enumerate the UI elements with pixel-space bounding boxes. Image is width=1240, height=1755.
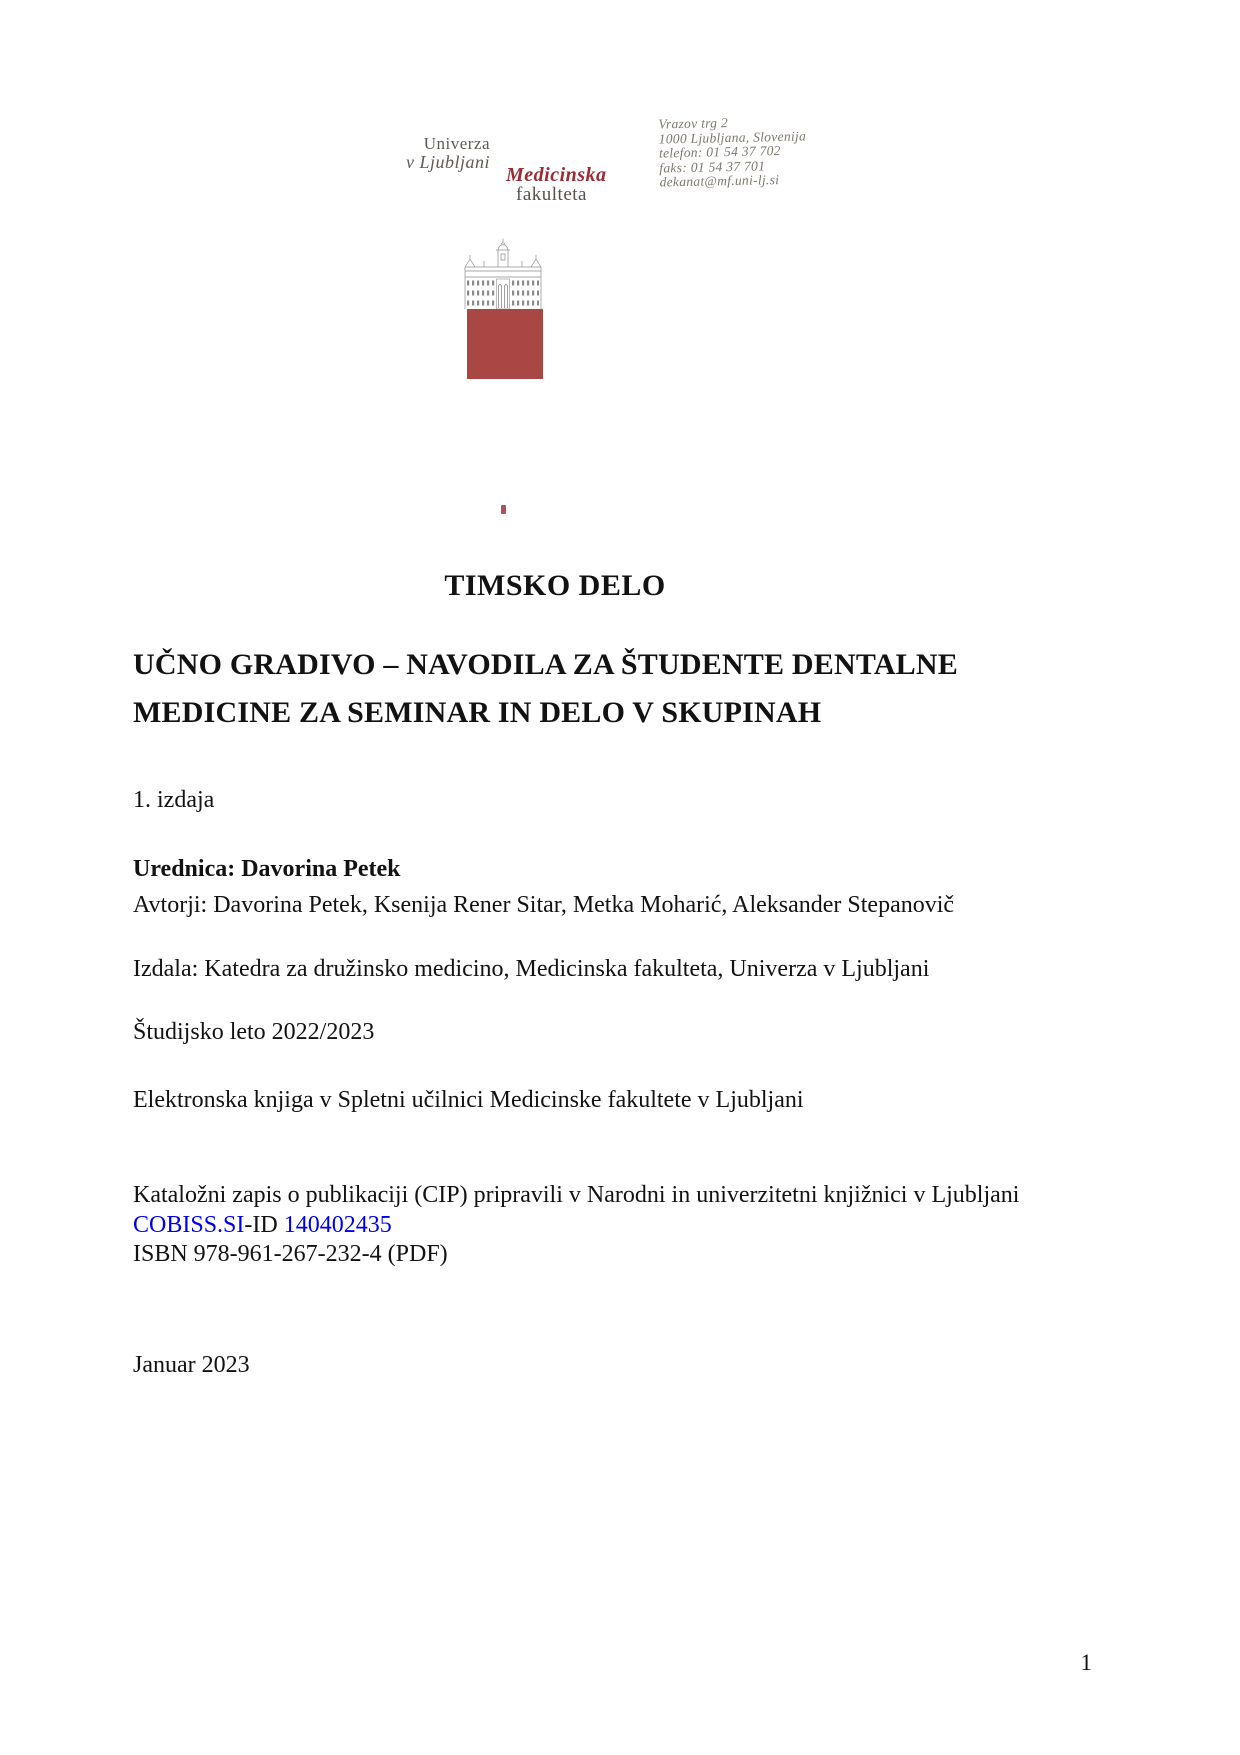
edition-note: 1. izdaja [133,787,215,813]
faculty-address [658,114,807,190]
faculty-name-line2: fakulteta [516,184,587,205]
address-fax: faks: 01 54 37 701 [659,158,766,176]
isbn-line: ISBN 978-961-267-232-4 (PDF) [133,1241,448,1267]
editor-line: Urednica: Davorina Petek [133,856,401,882]
ebook-note-line: Elektronska knjiga v Spletni učilnici Medicinske fakultete v Ljubljani [133,1087,804,1113]
subtitle-line1: UČNO GRADIVO – NAVODILA ZA ŠTUDENTE DENTALNE [133,648,958,681]
faculty-name: Medicinska [506,164,607,186]
cobiss-si-link[interactable]: COBISS.SI [133,1212,245,1238]
address-street: Vrazov trg 2 [658,115,729,132]
publisher-line: Izdala: Katedra za družinsko medicino, Medicinska fakulteta, Univerza v Ljubljani [133,956,930,982]
address-email: dekanat@mf.uni-lj.si [659,172,780,190]
faculty-logo-square [467,309,543,379]
university-building-icon [462,238,544,315]
address-city: 1000 Ljubljana, Slovenija [658,128,807,147]
authors-line: Avtorji: Davorina Petek, Ksenija Rener Sitar, Metka Moharić, Aleksander Stepanovič [133,892,955,918]
university-name-line1: Univerza [423,134,490,153]
subtitle-line2: MEDICINE ZA SEMINAR IN DELO V SKUPINAH [133,696,822,729]
cobiss-line [133,1211,1093,1240]
cip-line: Kataložni zapis o publikaciji (CIP) pripravili v Narodni in univerzitetni knjižnici v Ljubljani [133,1182,1020,1208]
address-phone: telefon: 01 54 37 702 [658,143,781,161]
cobiss-id-link[interactable]: 140402435 [283,1212,392,1238]
document-subtitle [133,641,1093,737]
page-number: 1 [1080,1650,1092,1675]
cobiss-id-label: -ID [244,1212,284,1238]
page-title: TIMSKO DELO [444,569,666,602]
stray-ink-mark [501,505,506,514]
publication-date: Januar 2023 [133,1352,250,1378]
university-name-line2: v Ljubljani [405,152,490,172]
university-name [350,135,490,171]
academic-year-line: Študijsko leto 2022/2023 [133,1019,375,1045]
